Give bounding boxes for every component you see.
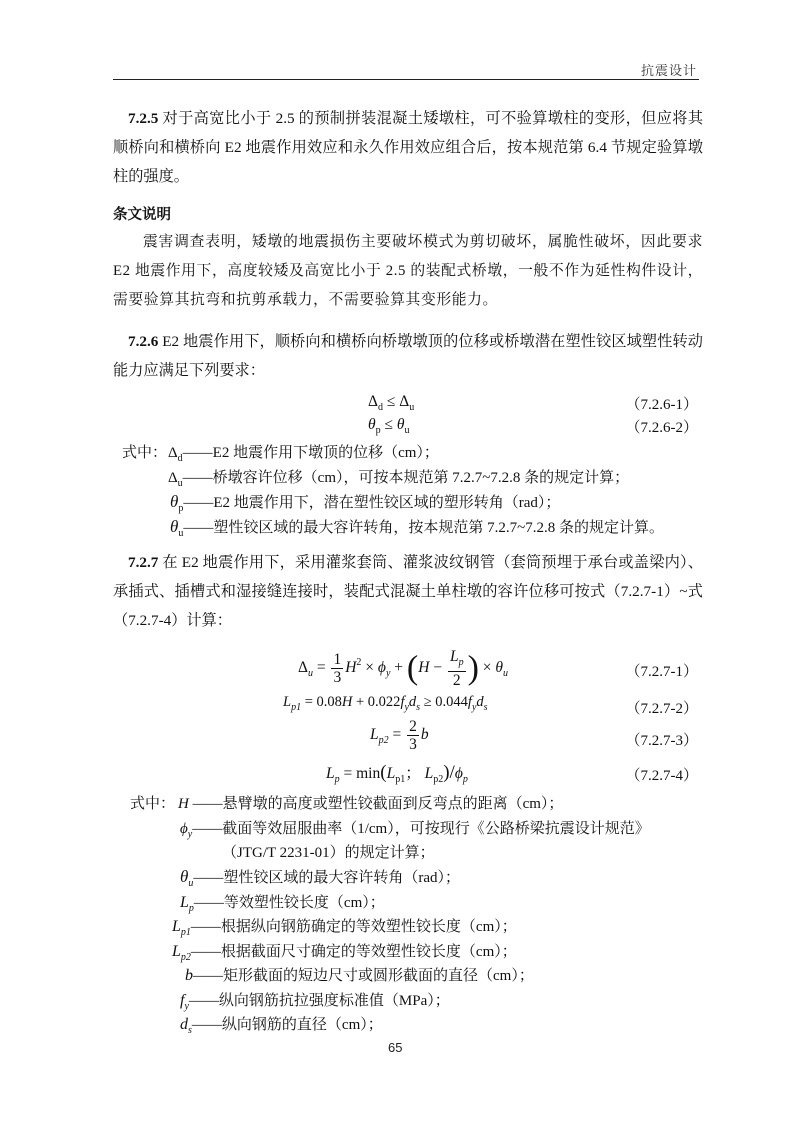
eq-sub: p2 — [433, 774, 444, 785]
definition-item — [185, 964, 534, 985]
def-symbol: H — [178, 796, 189, 812]
eq-symbol: θ — [368, 416, 376, 433]
eq-op: = — [312, 659, 330, 677]
eq-symbol: θ — [396, 416, 405, 433]
def-text: ——塑性铰区域的最大容许转角（rad）； — [193, 870, 461, 886]
eq-symbol: θ — [495, 659, 504, 677]
def-sub: d — [177, 453, 183, 464]
clause-number: 7.2.6 — [128, 333, 159, 350]
eq-term: = 0.08 — [301, 694, 342, 710]
eq-op: × — [478, 659, 496, 677]
eq-symbol: H — [418, 659, 430, 677]
def-symbol: L — [172, 918, 181, 935]
eq-sub: p — [458, 657, 464, 668]
paren: ( — [406, 649, 419, 687]
definition-item — [168, 466, 629, 489]
definition-item — [180, 891, 385, 914]
eq-op: ； — [405, 765, 425, 782]
eq-symbol: L — [370, 726, 379, 744]
def-text: ——塑性铰区域的最大容许转角，按本规范第 7.2.7~7.2.8 条的规定计算。 — [183, 520, 664, 536]
eq-op: + — [390, 659, 407, 677]
definition-item — [172, 940, 517, 963]
numerator: 2 — [409, 718, 417, 735]
definition-item — [170, 491, 560, 514]
eq-op: ≤ — [380, 416, 397, 433]
definition-item — [172, 915, 517, 938]
equation-7-2-7-1 — [298, 648, 508, 689]
equation-7-2-7-3 — [370, 718, 429, 753]
def-symbol: L — [172, 943, 181, 960]
def-symbol: Δ — [168, 445, 178, 461]
eq-sub: y — [404, 702, 409, 713]
def-symbol: θ — [180, 867, 189, 886]
def-symbol: L — [180, 894, 189, 911]
definition-item — [178, 792, 563, 813]
clause-7-2-6 — [113, 327, 703, 385]
def-text: ——根据纵向钢筋确定的等效塑性铰长度（cm）； — [190, 919, 517, 935]
def-text: ——E2 地震作用下，潜在塑性铰区域的塑形转角（rad）； — [183, 495, 561, 511]
eq-symbol: H — [345, 659, 357, 677]
definition-item — [180, 817, 650, 840]
def-text: ——等效塑性铰长度（cm）； — [193, 895, 385, 911]
eq-sub: u — [409, 402, 415, 413]
definition-item — [168, 441, 439, 464]
def-symbol: d — [180, 1016, 188, 1033]
fraction — [331, 651, 343, 686]
eq-symbol: Δ — [399, 393, 410, 410]
eq-sub: p — [334, 774, 340, 785]
def-sub: u — [177, 478, 183, 489]
denominator: 2 — [452, 672, 461, 689]
eq-sub: p — [462, 774, 468, 785]
clause-text: 在 E2 地震作用下，采用灌浆套筒、灌浆波纹钢管（套筒预埋于承台或盖梁内）、承插式、插槽式和湿接缝连接时，装配式混凝土单柱墩的容许位移可按式（7.2.7-1）~式（7.2.7-4）计算： — [113, 554, 703, 629]
eq-op: × — [361, 659, 378, 677]
eq-symbol: L — [449, 648, 459, 665]
equation-number: （7.2.6-1） — [625, 397, 698, 413]
eq-sub: u — [404, 425, 410, 436]
numerator — [448, 648, 466, 672]
definition-item — [180, 866, 460, 889]
paren: ( — [380, 762, 387, 783]
eq-op: = min — [339, 765, 381, 782]
clause-text: 对于高宽比小于 2.5 的预制拼装混凝土矮墩柱，可不验算墩柱的变形，但应将其顺桥向和横桥向 E2 地震作用效应和永久作用效应组合后，按本规范第 6.4 节规定验算墩柱的强度。 — [113, 110, 703, 185]
fraction — [407, 718, 419, 753]
eq-symbol: L — [283, 694, 292, 710]
eq-symbol: f — [467, 694, 472, 710]
eq-sub: y — [385, 668, 391, 680]
def-text: ——纵向钢筋抗拉强度标准值（MPa）； — [188, 993, 450, 1009]
def-sub: p — [178, 503, 184, 514]
equation-number: （7.2.7-1） — [625, 664, 698, 680]
def-sub: u — [188, 878, 194, 889]
def-sub: y — [184, 1001, 189, 1012]
def-text: ——纵向钢筋的直径（cm）； — [191, 1017, 383, 1033]
denominator: 3 — [409, 736, 417, 753]
def-text: ——桥墩容许位移（cm），可按本规范第 7.2.7~7.2.8 条的规定计算； — [182, 470, 630, 486]
eq-sub: d — [377, 402, 383, 413]
eq-symbol: H — [341, 694, 353, 710]
def-symbol: ϕ — [180, 821, 188, 837]
eq-sub: u — [503, 668, 509, 680]
eq-sub: y — [471, 702, 477, 713]
def-text: ——E2 地震作用下墩顶的位移（cm）； — [182, 445, 439, 461]
equation-number: （7.2.7-2） — [625, 701, 698, 717]
eq-symbol: d — [476, 694, 484, 710]
paren: ) — [443, 762, 450, 783]
def-symbol: θ — [170, 492, 179, 511]
eq-symbol: d — [408, 694, 417, 710]
def-sub: p1 — [180, 927, 191, 938]
equation-7-2-6-1 — [368, 393, 414, 413]
def-symbol: b — [185, 967, 193, 984]
def-symbol: f — [180, 992, 185, 1009]
page-number: 65 — [388, 1040, 403, 1055]
fraction — [448, 648, 466, 689]
running-header: 抗震设计 — [640, 63, 697, 78]
eq-symbol: L — [326, 765, 335, 782]
def-text: ——截面等效屈服曲率（1/cm），可按现行《公路桥梁抗震设计规范》 — [192, 821, 650, 837]
def-symbol: θ — [170, 517, 179, 536]
def-sub: u — [178, 528, 184, 539]
def-symbol: Δ — [168, 470, 178, 486]
eq-term: + 0.022 — [352, 694, 401, 710]
header-rule — [113, 79, 699, 80]
def-sub: y — [187, 829, 193, 840]
definition-item — [180, 989, 450, 1012]
eq-symbol: ϕ — [454, 765, 463, 782]
eq-sub: p — [375, 425, 381, 436]
definition-item — [180, 1013, 383, 1036]
eq-sub: p2 — [378, 735, 389, 747]
eq-op: ≤ — [382, 393, 400, 410]
equation-7-2-6-2 — [368, 416, 410, 436]
eq-sup: 2 — [356, 657, 362, 669]
eq-symbol: Δ — [298, 659, 308, 677]
eq-sub: p1 — [291, 702, 302, 713]
clause-7-2-5 — [113, 104, 703, 191]
clause-text: E2 地震作用下，顺桥向和横桥向桥墩墩顶的位移或桥墩潜在塑性铰区域塑性转动能力应满足下列要求： — [113, 333, 703, 379]
def-text: ——矩形截面的短边尺寸或圆形截面的直径（cm）； — [193, 968, 534, 984]
eq-term: ≥ 0.044 — [420, 694, 468, 710]
eq-symbol: f — [400, 694, 405, 710]
equation-number: （7.2.6-2） — [625, 420, 698, 436]
def-text: ——悬臂墩的高度或塑性铰截面到反弯点的距离（cm）； — [188, 796, 564, 812]
eq-op: − — [429, 659, 446, 677]
explanation-text: 震害调查表明，矮墩的地震损伤主要破坏模式为剪切破坏，属脆性破坏，因此要求 E2 地震作用下，高度较矮及高宽比小于 2.5 的装配式桥墩，一般不作为延性构件设计，需要验算其抗弯和抗剪承载力，不需要验算其变形能力。 — [113, 234, 703, 308]
eq-symbol: L — [386, 765, 396, 782]
eq-symbol: L — [424, 765, 434, 782]
eq-sub: s — [416, 702, 421, 713]
equation-number: （7.2.7-4） — [625, 768, 698, 784]
where-label: 式中： — [130, 796, 176, 812]
eq-symbol: ϕ — [377, 659, 386, 677]
eq-sub: u — [307, 668, 313, 680]
denominator: 3 — [333, 669, 342, 686]
equation-7-2-7-4 — [326, 761, 468, 785]
eq-symbol: Δ — [368, 393, 378, 410]
clause-number: 7.2.7 — [128, 554, 159, 571]
equation-7-2-7-2 — [283, 694, 488, 713]
clause-7-2-7 — [113, 548, 703, 635]
equation-number: （7.2.7-3） — [625, 733, 698, 749]
clause-number: 7.2.5 — [128, 110, 159, 127]
def-sub: p — [188, 903, 194, 914]
definition-continuation: （JTG/T 2231-01）的规定计算； — [222, 845, 435, 861]
def-text: ——根据截面尺寸确定的等效塑性铰长度（cm）； — [190, 944, 517, 960]
def-sub: p2 — [180, 952, 191, 963]
eq-symbol: b — [420, 726, 429, 744]
eq-sub: p1 — [395, 774, 406, 785]
def-sub: s — [188, 1025, 192, 1036]
paren: ) — [467, 649, 479, 687]
explanation-heading: 条文说明 — [113, 207, 171, 223]
eq-sub: s — [483, 702, 488, 713]
where-label: 式中： — [122, 445, 168, 461]
eq-op: / — [449, 762, 455, 783]
eq-op: = — [388, 726, 406, 744]
numerator: 1 — [333, 651, 342, 668]
definition-item — [170, 516, 664, 539]
